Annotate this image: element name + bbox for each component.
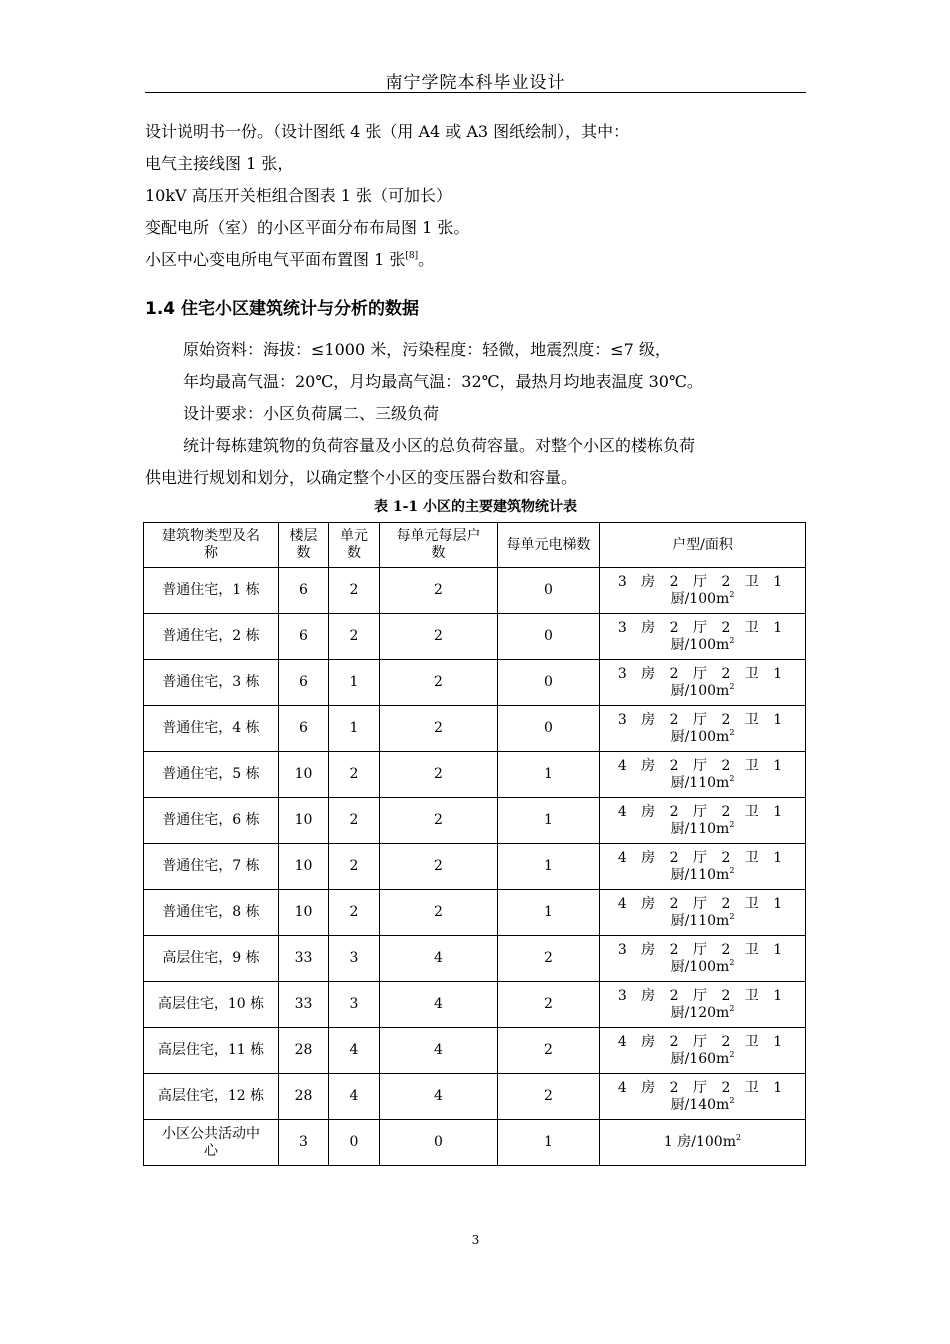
cell-layout-area: 3 房 2 厅 2 卫 1 厨$/100m^2$ xyxy=(600,936,806,982)
cell-households: 2 xyxy=(380,752,498,798)
cell-layout-area: 3 房 2 厅 2 卫 1 厨$/120m^2$ xyxy=(600,982,806,1028)
citation-ref[interactable]: [8] xyxy=(405,251,419,261)
cell-layout-area: 4 房 2 厅 2 卫 1 厨$/110m^2$ xyxy=(600,890,806,936)
header-floors: 楼层 数 xyxy=(279,523,329,568)
cell-floors: 6 xyxy=(279,614,329,660)
cell-floors: 10 xyxy=(279,844,329,890)
cell-units: 2 xyxy=(329,844,380,890)
cell-building-name: 高层住宅，11 栋 xyxy=(144,1028,279,1074)
header-households: 每单元每层户 数 xyxy=(380,523,498,568)
cell-units: 3 xyxy=(329,936,380,982)
cell-elevators: 0 xyxy=(498,614,600,660)
cell-building-name: 普通住宅，5 栋 xyxy=(144,752,279,798)
body-line: 原始资料：海拔：≤1000 米，污染程度：轻微，地震烈度：≤7 级， xyxy=(183,340,671,359)
cell-floors: 33 xyxy=(279,936,329,982)
cell-households: 2 xyxy=(380,706,498,752)
cell-households: 4 xyxy=(380,982,498,1028)
cell-households: 2 xyxy=(380,798,498,844)
header-units: 单元 数 xyxy=(329,523,380,568)
body-line: 年均最高气温：20℃，月均最高气温：32℃，最热月均地表温度 30℃。 xyxy=(183,372,703,391)
cell-units: 3 xyxy=(329,982,380,1028)
cell-units: 2 xyxy=(329,798,380,844)
cell-building-name: 普通住宅，2 栋 xyxy=(144,614,279,660)
building-stats-table xyxy=(143,522,806,1166)
cell-building-name: 普通住宅，4 栋 xyxy=(144,706,279,752)
cell-layout-area: 3 房 2 厅 2 卫 1 厨$/100m^2$ xyxy=(600,706,806,752)
cell-building-name: 高层住宅，12 栋 xyxy=(144,1074,279,1120)
table-row xyxy=(144,1120,806,1166)
cell-households: 4 xyxy=(380,1028,498,1074)
cell-units: 2 xyxy=(329,614,380,660)
cell-layout-area: 4 房 2 厅 2 卫 1 厨$/110m^2$ xyxy=(600,798,806,844)
cell-floors: 6 xyxy=(279,660,329,706)
cell-households: 2 xyxy=(380,660,498,706)
cell-floors: 28 xyxy=(279,1074,329,1120)
cell-units: 2 xyxy=(329,890,380,936)
cell-layout-area: 4 房 2 厅 2 卫 1 厨$/140m^2$ xyxy=(600,1074,806,1120)
cell-building-name: 普通住宅，1 栋 xyxy=(144,568,279,614)
cell-floors: 33 xyxy=(279,982,329,1028)
cell-units: 2 xyxy=(329,752,380,798)
cell-layout-area: 4 房 2 厅 2 卫 1 厨$/110m^2$ xyxy=(600,752,806,798)
cell-elevators: 1 xyxy=(498,844,600,890)
cell-building-name: 小区公共活动中 心 xyxy=(144,1120,279,1166)
cell-floors: 10 xyxy=(279,798,329,844)
cell-building-name: 普通住宅，6 栋 xyxy=(144,798,279,844)
cell-layout-area: 4 房 2 厅 2 卫 1 厨$/160m^2$ xyxy=(600,1028,806,1074)
cell-elevators: 0 xyxy=(498,706,600,752)
cell-floors: 6 xyxy=(279,706,329,752)
body-line: 统计每栋建筑物的负荷容量及小区的总负荷容量。对整个小区的楼栋负荷 xyxy=(183,436,696,455)
cell-floors: 10 xyxy=(279,890,329,936)
cell-units: 2 xyxy=(329,568,380,614)
table-row xyxy=(144,752,806,798)
cell-elevators: 2 xyxy=(498,982,600,1028)
cell-building-name: 普通住宅，8 栋 xyxy=(144,890,279,936)
page-number: 3 xyxy=(471,1233,480,1247)
header-layout-area: 户型/面积 xyxy=(600,523,806,568)
cell-units: 0 xyxy=(329,1120,380,1166)
table-row xyxy=(144,844,806,890)
cell-elevators: 2 xyxy=(498,1074,600,1120)
table-row xyxy=(144,1074,806,1120)
table-row xyxy=(144,568,806,614)
cell-layout-area: 4 房 2 厅 2 卫 1 厨$/110m^2$ xyxy=(600,844,806,890)
cell-building-name: 普通住宅，7 栋 xyxy=(144,844,279,890)
body-line: 供电进行规划和划分，以确定整个小区的变压器台数和容量。 xyxy=(145,468,578,487)
table-header-row xyxy=(144,523,806,568)
table-caption: 表 1-1 小区的主要建筑物统计表 xyxy=(373,499,578,515)
table-row xyxy=(144,798,806,844)
table-row xyxy=(144,982,806,1028)
intro-line: 电气主接线图 1 张， xyxy=(145,154,294,173)
cell-floors: 28 xyxy=(279,1028,329,1074)
table-row xyxy=(144,614,806,660)
cell-floors: 3 xyxy=(279,1120,329,1166)
intro-line-text: 小区中心变电所电气平面布置图 1 张 xyxy=(145,250,406,269)
intro-line: 设计说明书一份。（设计图纸 4 张（用 A4 或 A3 图纸绘制），其中： xyxy=(145,122,630,141)
cell-layout-area: 3 房 2 厅 2 卫 1 厨$/100m^2$ xyxy=(600,660,806,706)
cell-elevators: 1 xyxy=(498,752,600,798)
cell-households: 2 xyxy=(380,614,498,660)
table-row xyxy=(144,936,806,982)
header-elevators: 每单元电梯数 xyxy=(498,523,600,568)
header-building-name: 建筑物类型及名 称 xyxy=(144,523,279,568)
page-header: 南宁学院本科毕业设计 xyxy=(385,73,566,93)
cell-floors: 6 xyxy=(279,568,329,614)
cell-households: 2 xyxy=(380,844,498,890)
cell-layout-area: 3 房 2 厅 2 卫 1 厨$/100m^2$ xyxy=(600,568,806,614)
intro-line-end: 。 xyxy=(418,250,435,269)
cell-households: 2 xyxy=(380,890,498,936)
table-row xyxy=(144,890,806,936)
table-row xyxy=(144,706,806,752)
cell-units: 1 xyxy=(329,660,380,706)
cell-units: 4 xyxy=(329,1028,380,1074)
cell-elevators: 2 xyxy=(498,936,600,982)
cell-households: 4 xyxy=(380,1074,498,1120)
cell-units: 4 xyxy=(329,1074,380,1120)
cell-building-name: 高层住宅，9 栋 xyxy=(144,936,279,982)
cell-elevators: 1 xyxy=(498,798,600,844)
cell-layout-area: 1 房$/100m^2$ xyxy=(600,1120,806,1166)
cell-elevators: 1 xyxy=(498,1120,600,1166)
table-row xyxy=(144,1028,806,1074)
cell-households: 0 xyxy=(380,1120,498,1166)
cell-building-name: 高层住宅，10 栋 xyxy=(144,982,279,1028)
intro-line-cited xyxy=(145,250,434,270)
cell-floors: 10 xyxy=(279,752,329,798)
cell-building-name: 普通住宅，3 栋 xyxy=(144,660,279,706)
cell-households: 2 xyxy=(380,568,498,614)
intro-line: 10kV 高压开关柜组合图表 1 张（可加长） xyxy=(145,186,453,205)
cell-units: 1 xyxy=(329,706,380,752)
cell-households: 4 xyxy=(380,936,498,982)
table-row xyxy=(144,660,806,706)
section-heading: 1.4 住宅小区建筑统计与分析的数据 xyxy=(145,299,420,319)
intro-line: 变配电所（室）的小区平面分布布局图 1 张。 xyxy=(145,218,470,237)
body-line: 设计要求：小区负荷属二、三级负荷 xyxy=(183,404,440,423)
cell-layout-area: 3 房 2 厅 2 卫 1 厨$/100m^2$ xyxy=(600,614,806,660)
cell-elevators: 2 xyxy=(498,1028,600,1074)
header-divider xyxy=(145,92,806,93)
cell-elevators: 1 xyxy=(498,890,600,936)
cell-elevators: 0 xyxy=(498,568,600,614)
cell-elevators: 0 xyxy=(498,660,600,706)
